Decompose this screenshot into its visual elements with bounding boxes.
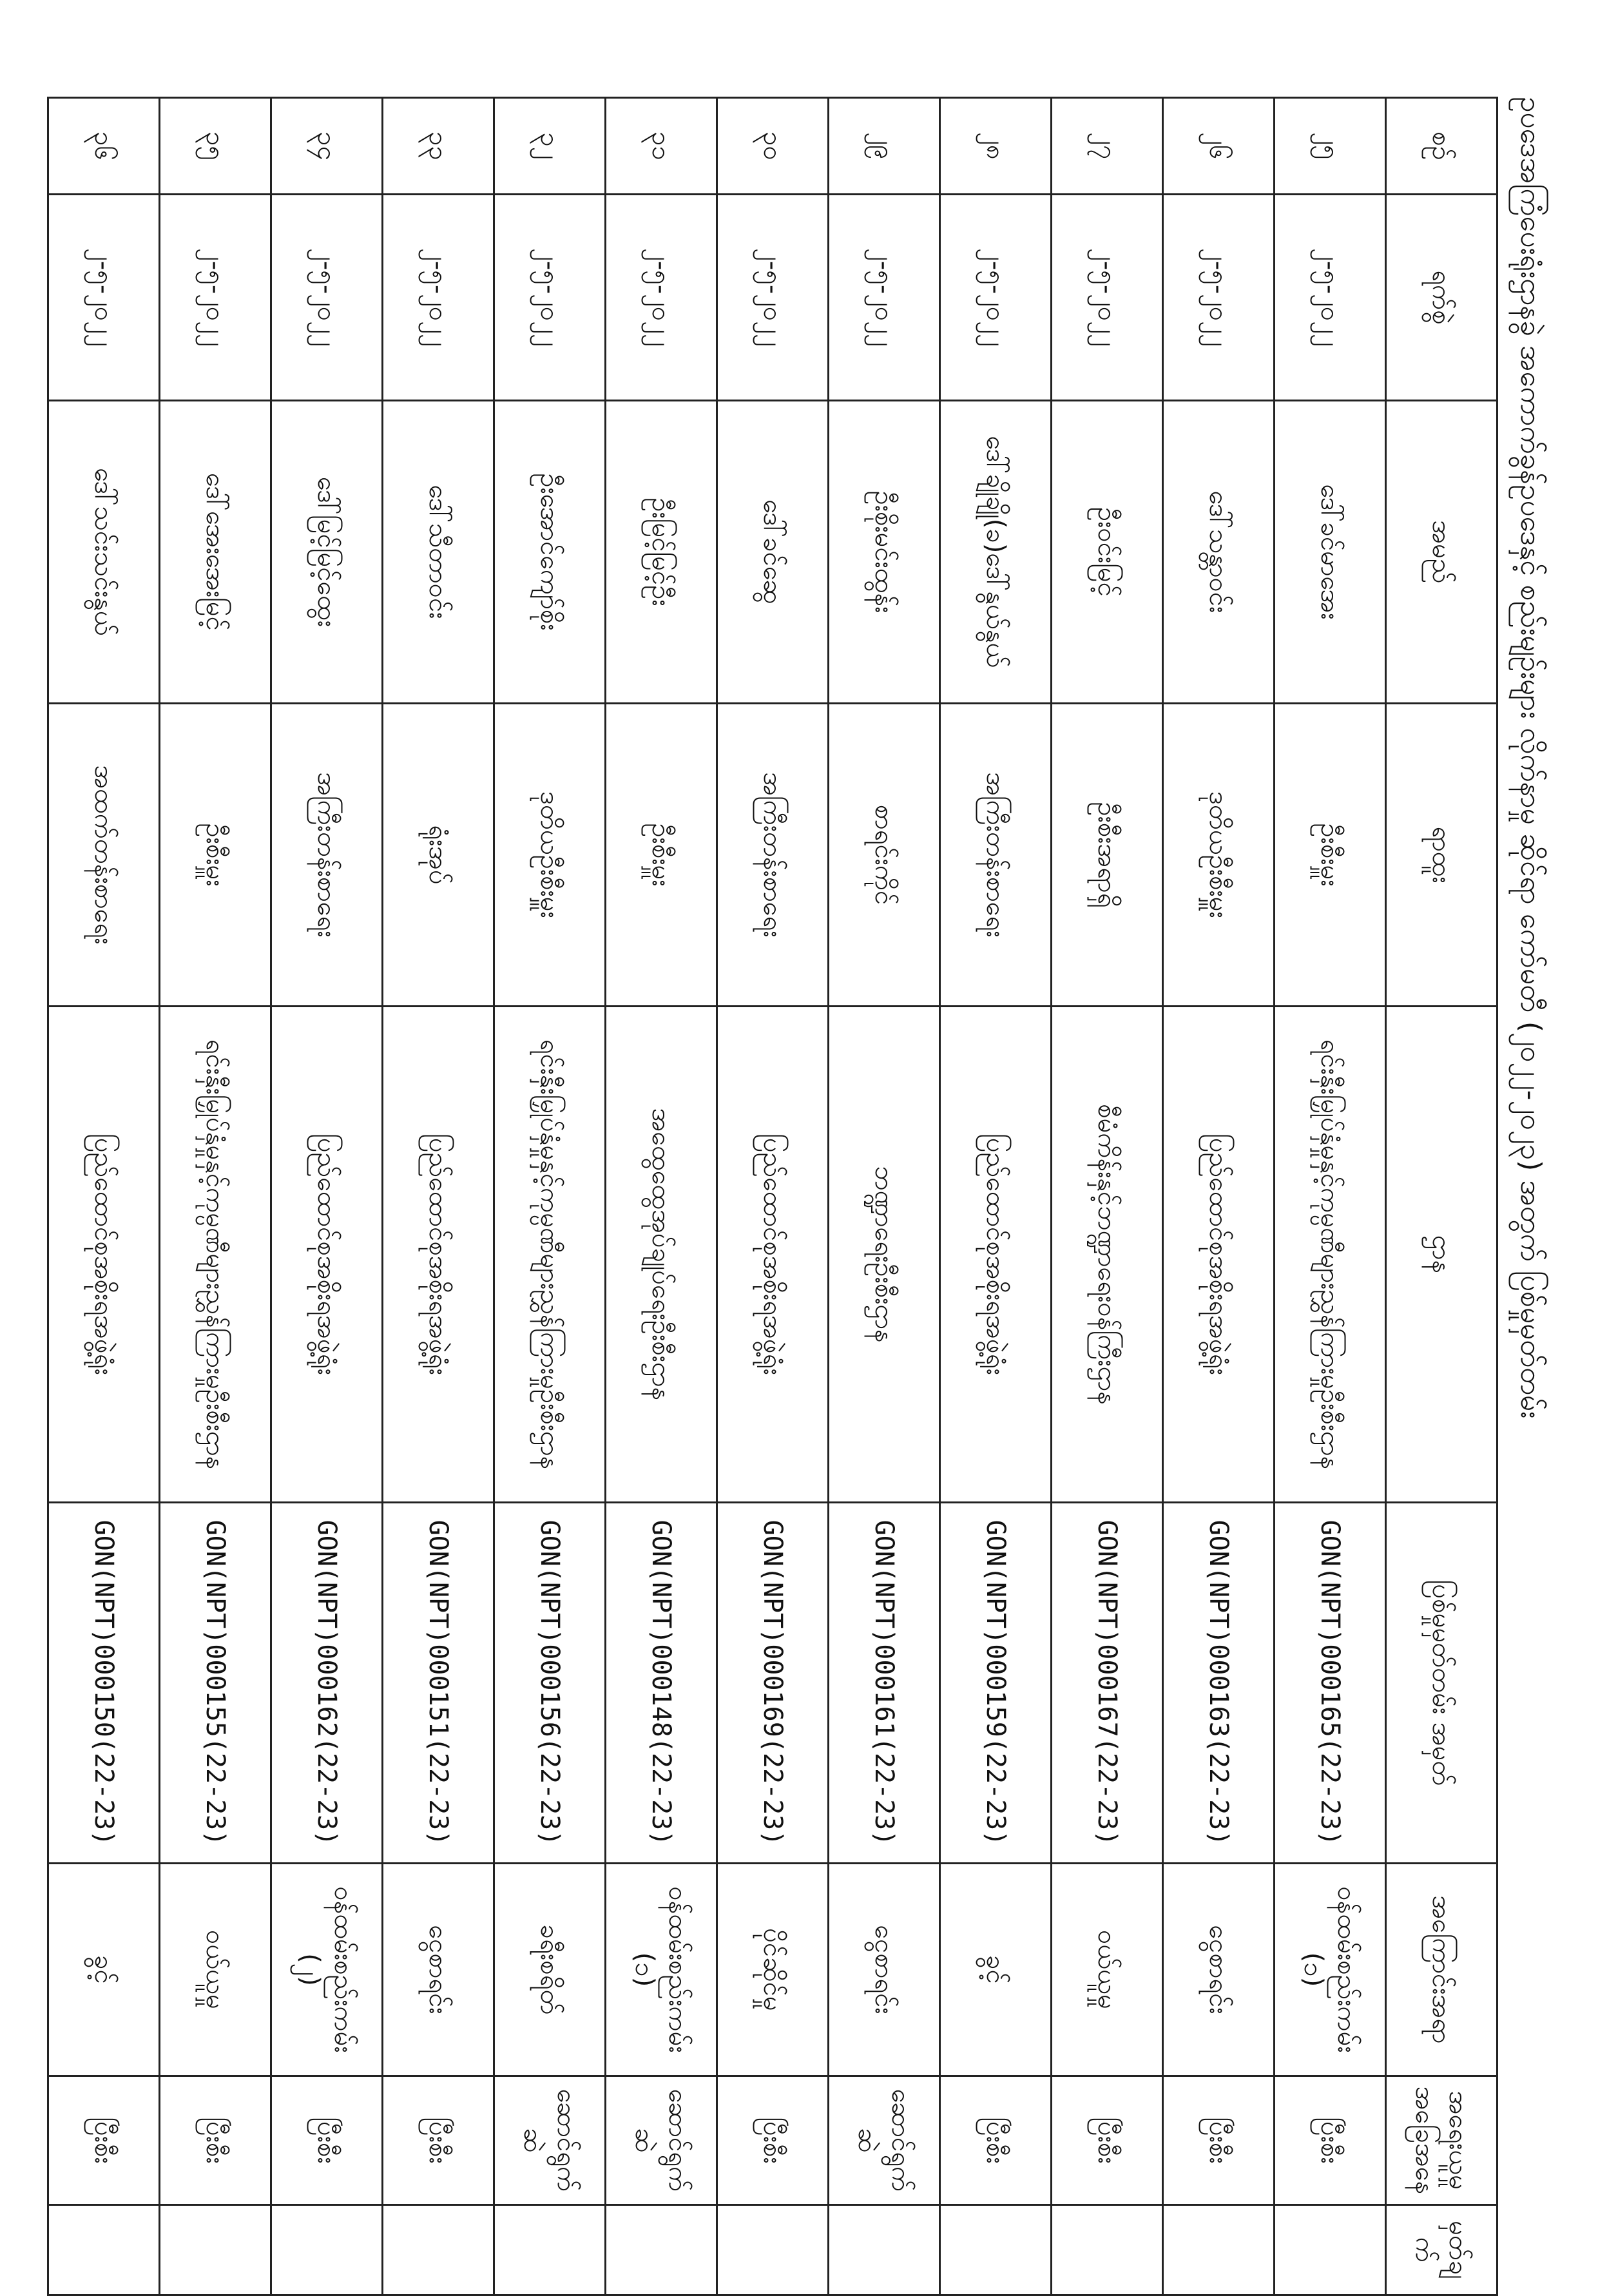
cell-department: ပြည်ထောင်စုအစိုးရအဖွဲ့ရုံး xyxy=(383,1007,494,1503)
cell-department: ဘဏ္ဍာရေးဦးစီးဌာန xyxy=(829,1007,940,1503)
table-row xyxy=(1052,98,1163,2295)
cell-position: အကြီးတန်းစာရေး xyxy=(717,704,829,1007)
cell-no: ၃၅ xyxy=(160,98,271,195)
cell-no: ၂၉ xyxy=(829,98,940,195)
header-remark: မှတ်ချက် xyxy=(1386,2205,1497,2295)
cell-name: ဦးစိုးမင်းထွန်း xyxy=(829,401,940,704)
cell-position: စာရင်းကိုင် xyxy=(829,704,940,1007)
cell-status: ပြီးစီး xyxy=(383,2076,494,2205)
cell-name: ဒေါ်ခင်မာအေး xyxy=(1275,401,1386,704)
header-status: အရေးယူမှု အခြေအနေ xyxy=(1386,2076,1497,2205)
cell-status: ပြီးစီး xyxy=(717,2076,829,2205)
cell-record-no: GON(NPT)000150(22-23) xyxy=(48,1503,160,1864)
cell-no: ၃၁ xyxy=(606,98,717,195)
table-row xyxy=(383,98,494,2295)
cell-remark xyxy=(160,2205,271,2295)
cell-status: ဆောင်ရွက်ဆဲ xyxy=(829,2076,940,2205)
cell-remark xyxy=(1275,2205,1386,2295)
cell-subject: ဝန်ထမ်းစည်းကမ်း (၂) xyxy=(271,1864,383,2076)
cell-record-no: GON(NPT)000161(22-23) xyxy=(829,1503,940,1864)
cell-record-no: GON(NPT)000169(22-23) xyxy=(717,1503,829,1864)
cell-no: ၂၅ xyxy=(1275,98,1386,195)
cell-status: ဆောင်ရွက်ဆဲ xyxy=(494,2076,606,2205)
cell-name: ဦးအောင်ကျော်စိုး xyxy=(494,401,606,704)
cell-status: ပြီးစီး xyxy=(1275,2076,1386,2205)
table-row xyxy=(271,98,383,2295)
cell-status: ဆောင်ရွက်ဆဲ xyxy=(606,2076,717,2205)
cell-name: ဦးမြင့်မြင့်ဦး xyxy=(606,401,717,704)
cell-remark xyxy=(383,2205,494,2295)
cell-no: ၃၄ xyxy=(271,98,383,195)
cell-position: ဦးစီးမှူး xyxy=(160,704,271,1007)
cell-remark xyxy=(940,2205,1052,2295)
cell-record-no: GON(NPT)000156(22-23) xyxy=(494,1503,606,1864)
cell-record-no: GON(NPT)000162(22-23) xyxy=(271,1503,383,1864)
cell-date: ၂-၅-၂၀၂၂ xyxy=(1052,195,1163,401)
cell-position: ဒုတိယဦးစီးမှူး xyxy=(1163,704,1275,1007)
cell-remark xyxy=(1163,2205,1275,2295)
cell-record-no: GON(NPT)000155(22-23) xyxy=(160,1503,271,1864)
cell-date: ၂-၅-၂၀၂၂ xyxy=(160,195,271,401)
cell-position: ဒုတိယဦးစီးမှူး xyxy=(494,704,606,1007)
table-header-row xyxy=(1386,98,1497,2295)
cell-position: အထက်တန်းစာရေး xyxy=(48,704,160,1007)
header-date: ရက်စွဲ xyxy=(1386,195,1497,401)
cell-name: ဒေါ်သင်းသင်းနွယ် xyxy=(48,401,160,704)
cell-date: ၂-၅-၂၀၂၂ xyxy=(1163,195,1275,401)
table-row xyxy=(48,98,160,2295)
cell-record-no: GON(NPT)000148(22-23) xyxy=(606,1503,717,1864)
cell-name: ဒေါ်သန္တာဝင်း xyxy=(1163,401,1275,704)
table-row xyxy=(606,98,717,2295)
cell-remark xyxy=(606,2205,717,2295)
cell-position: ဦးစီးမှူး xyxy=(606,704,717,1007)
cell-status: ပြီးစီး xyxy=(1163,2076,1275,2205)
cell-remark xyxy=(494,2205,606,2295)
cell-date: ၂-၅-၂၀၂၂ xyxy=(829,195,940,401)
cell-date: ၂-၅-၂၀၂၂ xyxy=(717,195,829,401)
cell-status: ပြီးစီး xyxy=(48,2076,160,2205)
cell-record-no: GON(NPT)000151(22-23) xyxy=(383,1503,494,1864)
cell-position: ရုံးအုပ် xyxy=(383,704,494,1007)
table-row xyxy=(829,98,940,2295)
cell-remark xyxy=(271,2205,383,2295)
cell-name: ဒေါ်ချိုချို(ခ)ဒေါ်နွယ်နွယ် xyxy=(940,401,1052,704)
table-row xyxy=(717,98,829,2295)
cell-department: ပြည်ထောင်စုအစိုးရအဖွဲ့ရုံး xyxy=(940,1007,1052,1503)
record-table xyxy=(47,97,1498,2296)
cell-remark xyxy=(48,2205,160,2295)
cell-status: ပြီးစီး xyxy=(271,2076,383,2205)
cell-date: ၂-၅-၂၀၂၂ xyxy=(606,195,717,401)
cell-date: ၂-၅-၂၀၂၂ xyxy=(383,195,494,401)
cell-subject: ဝယ်ယူမှု xyxy=(160,1864,271,2076)
cell-status: ပြီးစီး xyxy=(1052,2076,1163,2205)
cell-subject: ခွင့် xyxy=(48,1864,160,2076)
cell-record-no: GON(NPT)000163(22-23) xyxy=(1163,1503,1275,1864)
cell-no: ၂၇ xyxy=(1052,98,1163,195)
document-title: ဥပဒေအကြံပေးရုံးဌာနခွဲ အကောက်ခွန်ဥပဒေနှင့် စည်းမျဉ်းများ လိုက်နာမှု ဆိုင်ရာ ကော်မတီ (၂၀၂၂-၂၀၂၃) အတွက် ပြစ်မှုမှတ်တမ်း xyxy=(1514,97,1547,1419)
cell-subject: ငွေစာရင်း xyxy=(1163,1864,1275,2076)
cell-department: ရင်းနှီးမြှုပ်နှံမှုနှင့်ကုမ္ပဏီများညွှန်ကြားမှုဦးစီးဌာန xyxy=(1275,1007,1386,1503)
cell-subject: ခွင့် xyxy=(940,1864,1052,2076)
cell-no: ၃၂ xyxy=(494,98,606,195)
cell-subject: ပိုင်ဆိုင်မှု xyxy=(717,1864,829,2076)
cell-position: ဦးစီးအရာရှိ xyxy=(1052,704,1163,1007)
cell-date: ၂-၅-၂၀၂၂ xyxy=(48,195,160,401)
cell-no: ၂၈ xyxy=(940,98,1052,195)
cell-department: ပြည်ထောင်စုအစိုးရအဖွဲ့ရုံး xyxy=(48,1007,160,1503)
cell-status: ပြီးစီး xyxy=(940,2076,1052,2205)
cell-position: အကြီးတန်းစာရေး xyxy=(940,704,1052,1007)
cell-subject: ဝယ်ယူမှု xyxy=(1052,1864,1163,2076)
cell-department: ရင်းနှီးမြှုပ်နှံမှုနှင့်ကုမ္ပဏီများညွှန်ကြားမှုဦးစီးဌာန xyxy=(494,1007,606,1503)
cell-subject: ဝန်ထမ်းစည်းကမ်း (၁) xyxy=(1275,1864,1386,2076)
cell-name: ဒေါ်မြင့်မြင့်ထွေး xyxy=(271,401,383,704)
cell-department: ပြည်ထောင်စုအစိုးရအဖွဲ့ရုံး xyxy=(271,1007,383,1503)
table-row xyxy=(160,98,271,2295)
cell-record-no: GON(NPT)000167(22-23) xyxy=(1052,1503,1163,1864)
cell-position: အကြီးတန်းစာရေး xyxy=(271,704,383,1007)
cell-subject: ဝန်ထမ်းစည်းကမ်း (၁) xyxy=(606,1864,717,2076)
cell-remark xyxy=(829,2205,940,2295)
cell-date: ၂-၅-၂၀၂၂ xyxy=(494,195,606,401)
cell-name: ဒေါ်ခင်ဆွေ xyxy=(717,401,829,704)
cell-remark xyxy=(1052,2205,1163,2295)
cell-position: ဦးစီးမှူး xyxy=(1275,704,1386,1007)
table-row xyxy=(1163,98,1275,2295)
cell-no: ၃၃ xyxy=(383,98,494,195)
cell-department: ပြည်ထောင်စုအစိုးရအဖွဲ့ရုံး xyxy=(1163,1007,1275,1503)
header-record-no: ပြစ်မှုမှတ်တမ်း အမှတ် xyxy=(1386,1503,1497,1864)
cell-record-no: GON(NPT)000159(22-23) xyxy=(940,1503,1052,1864)
cell-record-no: GON(NPT)000165(22-23) xyxy=(1275,1503,1386,1864)
cell-no: ၂၆ xyxy=(1163,98,1275,195)
cell-department: ပြည်ထောင်စုအစိုးရအဖွဲ့ရုံး xyxy=(717,1007,829,1503)
cell-no: ၃၆ xyxy=(48,98,160,195)
header-subject: အကြောင်းအရာ xyxy=(1386,1864,1497,2076)
cell-no: ၃၀ xyxy=(717,98,829,195)
cell-department: ရင်းနှီးမြှုပ်နှံမှုနှင့်ကုမ္ပဏီများညွှန်ကြားမှုဦးစီးဌာန xyxy=(160,1007,271,1503)
cell-subject: ငွေစာရင်း xyxy=(383,1864,494,2076)
table-row xyxy=(1275,98,1386,2295)
table-row xyxy=(494,98,606,2295)
header-department: ဌာန xyxy=(1386,1007,1497,1503)
cell-date: ၂-၅-၂၀၂၂ xyxy=(271,195,383,401)
table-row xyxy=(940,98,1052,2295)
cell-status: ပြီးစီး xyxy=(160,2076,271,2205)
cell-name: ဒေါ်သီတာဝင်း xyxy=(383,401,494,704)
header-position: ရာထူး xyxy=(1386,704,1497,1007)
header-name: အမည် xyxy=(1386,401,1497,704)
cell-date: ၂-၅-၂၀၂၂ xyxy=(1275,195,1386,401)
cell-subject: ခရီးစရိတ် xyxy=(494,1864,606,2076)
cell-date: ၂-၅-၂၀၂၂ xyxy=(940,195,1052,401)
cell-name: ဒေါ်အေးအေးမြင့် xyxy=(160,401,271,704)
header-no: စဉ် xyxy=(1386,98,1497,195)
cell-remark xyxy=(717,2205,829,2295)
cell-department: အထွေထွေအုပ်ချုပ်ရေးဦးစီးဌာန xyxy=(606,1007,717,1503)
cell-subject: ငွေစာရင်း xyxy=(829,1864,940,2076)
cell-name: ဦးဝင်းမြင့် xyxy=(1052,401,1163,704)
cell-department: စီမံကိန်းနှင့်ဘဏ္ဍာရေးဝန်ကြီးဌာန xyxy=(1052,1007,1163,1503)
